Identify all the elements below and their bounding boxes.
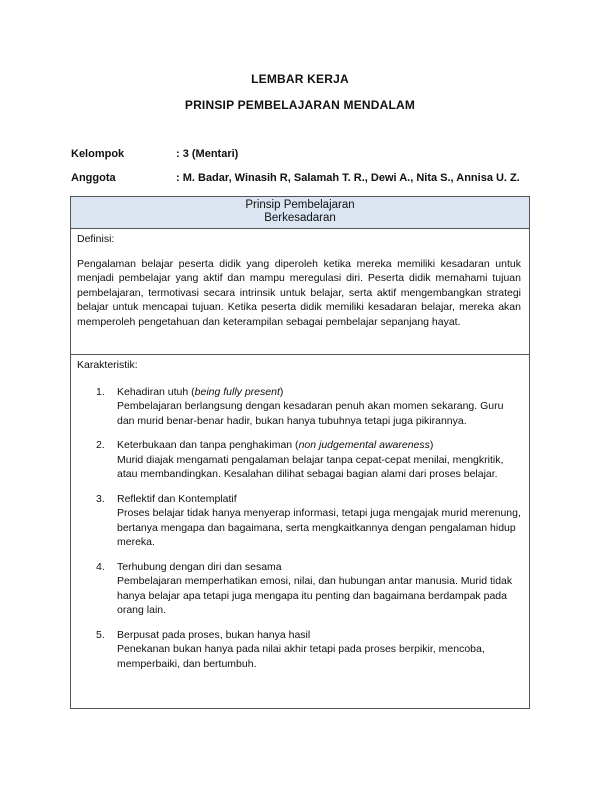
- item-title: Keterbukaan dan tanpa penghakiman (non judgemental awareness): [117, 439, 434, 451]
- item-description: Penekanan bukan hanya pada nilai akhir tetapi pada proses berpikir, mencoba, memperbaiki, dan bertumbuh.: [117, 643, 485, 670]
- item-number: 1.: [96, 385, 105, 398]
- item-description: Pembelajaran memperhatikan emosi, nilai, dan hubungan antar manusia. Murid tidak hanya belajar apa tetapi juga mengapa itu penting dan bagaimana berdampak pada orang lain.: [117, 575, 513, 616]
- definisi-label: Definisi:: [77, 233, 115, 245]
- item-title: Berpusat pada proses, bukan hanya hasil: [117, 628, 311, 641]
- table-header: [71, 197, 529, 229]
- item-description: Proses belajar tidak hanya menyerap informasi, tetapi juga mengajak murid merenung, bertanya mengapa dan bagaimana, serta mengkaitkannya dengan pengalaman hidup mereka.: [117, 507, 521, 548]
- karakteristik-cell: [71, 355, 529, 708]
- table-header-line2: Berkesadaran: [264, 212, 336, 224]
- list-item: [96, 560, 521, 618]
- anggota-value: : M. Badar, Winasih R, Salamah T. R., Dewi A., Nita S., Annisa U. Z.: [176, 172, 520, 184]
- karakteristik-list: [77, 385, 521, 672]
- item-title: Kehadiran utuh (being fully present): [117, 385, 284, 398]
- item-title: Reflektif dan Kontemplatif: [117, 492, 237, 505]
- item-description: Pembelajaran berlangsung dengan kesadaran penuh akan momen sekarang. Guru dan murid benar-benar hadir, bukan hanya tubuhnya tetapi juga pikirannya.: [117, 400, 504, 427]
- karakteristik-label: Karakteristik:: [77, 359, 138, 371]
- kelompok-value: : 3 (Mentari): [176, 148, 239, 160]
- document-title: LEMBAR KERJA: [251, 72, 349, 86]
- item-number: 5.: [96, 628, 105, 641]
- document-subtitle: PRINSIP PEMBELAJARAN MENDALAM: [184, 98, 416, 112]
- item-description: Murid diajak mengamati pengalaman belajar tanpa cepat-cepat menilai, mengkritik, atau membandingkan. Kesalahan dilihat sebagai bagian alami dari proses belajar.: [117, 453, 504, 480]
- principle-table: [70, 196, 530, 709]
- list-item: [96, 492, 521, 550]
- definisi-cell: [71, 229, 529, 355]
- item-number: 4.: [96, 560, 105, 573]
- item-number: 3.: [96, 492, 105, 505]
- list-item: [96, 628, 521, 672]
- list-item: [96, 385, 521, 429]
- table-header-line1: Prinsip Pembelajaran: [245, 199, 355, 211]
- list-item: [96, 438, 521, 482]
- kelompok-label: Kelompok: [71, 148, 125, 160]
- anggota-row: [71, 172, 520, 184]
- item-number: 2.: [96, 439, 105, 451]
- item-title: Terhubung dengan diri dan sesama: [117, 560, 282, 573]
- anggota-label: Anggota: [71, 172, 116, 184]
- definisi-text: Pengalaman belajar peserta didik yang diperoleh ketika mereka memiliki kesadaran untuk menjadi pembelajar yang aktif dan mampu meregulasi diri. Peserta didik memahami tujuan pembelajaran, termotivasi secara intrinsik untuk belajar, serta aktif mengembangkan strategi belajar untuk mencapai tujuan. Ketika peserta didik memiliki kesadaran belajar, mereka akan memperoleh pengetahuan dan keterampilan sebagai pembelajar sepanjang hayat.: [77, 257, 521, 328]
- kelompok-row: [71, 148, 238, 160]
